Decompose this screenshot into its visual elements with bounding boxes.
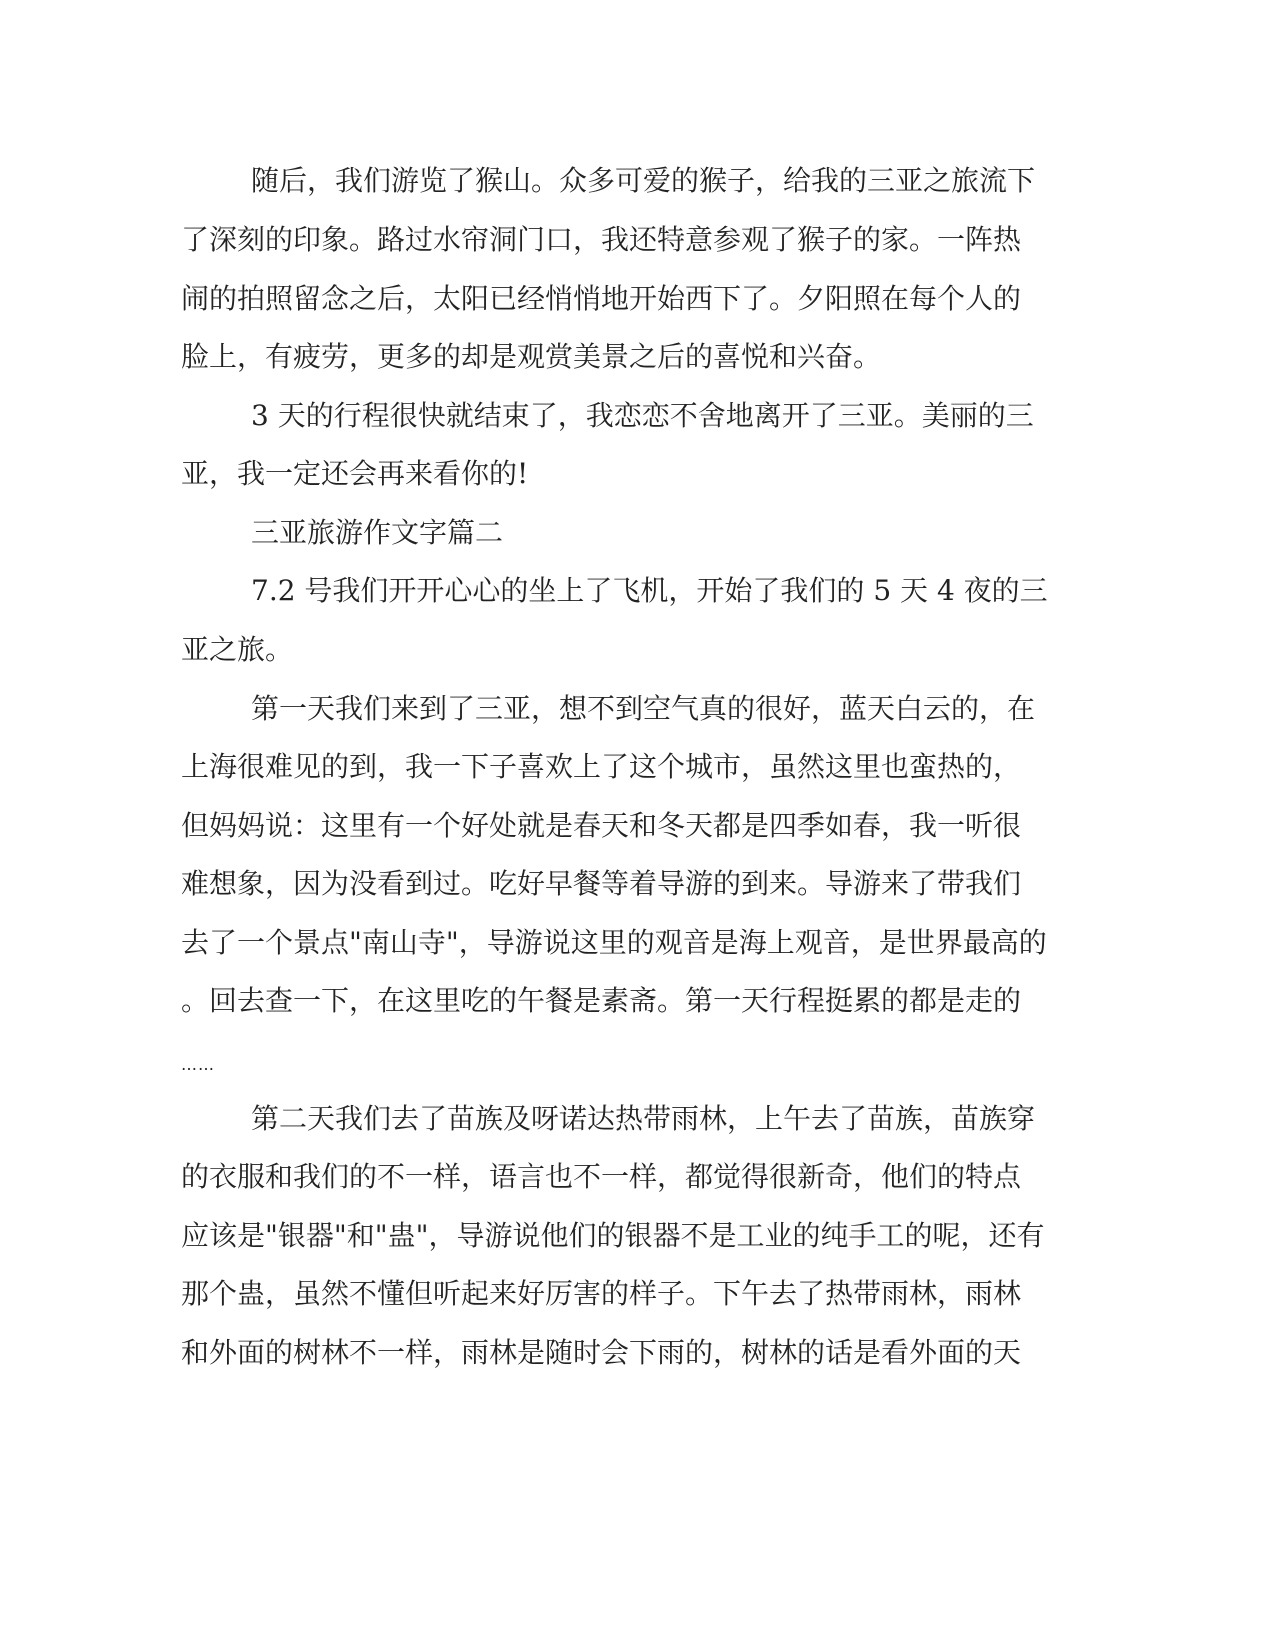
line-14: 去了一个景点"南山寺"，导游说这里的观音是海上观音，是世界最高的 [181, 926, 1047, 959]
section-heading: 三亚旅游作文字篇二 [251, 516, 504, 549]
line-12: 但妈妈说：这里有一个好处就是春天和冬天都是四季如春，我一听很 [181, 809, 1022, 842]
line-16-ellipsis: …… [181, 1055, 215, 1074]
line-3: 闹的拍照留念之后，太阳已经悄悄地开始西下了。夕阳照在每个人的 [181, 282, 1022, 315]
line-2: 了深刻的印象。路过水帘洞门口，我还特意参观了猴子的家。一阵热 [181, 223, 1022, 256]
line-6: 亚，我一定还会再来看你的! [181, 457, 529, 490]
line-20: 那个蛊，虽然不懂但听起来好厉害的样子。下午去了热带雨林，雨林 [181, 1277, 1022, 1310]
line-19: 应该是"银器"和"蛊"，导游说他们的银器不是工业的纯手工的呢，还有 [181, 1219, 1045, 1252]
line-4: 脸上，有疲劳，更多的却是观赏美景之后的喜悦和兴奋。 [181, 340, 882, 373]
line-18: 的衣服和我们的不一样，语言也不一样，都觉得很新奇，他们的特点 [181, 1160, 1022, 1193]
line-15: 。回去查一下，在这里吃的午餐是素斋。第一天行程挺累的都是走的 [181, 984, 1022, 1017]
line-13: 难想象，因为没看到过。吃好早餐等着导游的到来。导游来了带我们 [181, 867, 1022, 900]
line-17: 第二天我们去了苗族及呀诺达热带雨林，上午去了苗族，苗族穿 [251, 1102, 1036, 1135]
line-10: 第一天我们来到了三亚，想不到空气真的很好，蓝天白云的，在 [251, 692, 1036, 725]
line-5: 3 天的行程很快就结束了，我恋恋不舍地离开了三亚。美丽的三 [251, 399, 1034, 432]
line-8: 7.2 号我们开开心心的坐上了飞机，开始了我们的 5 天 4 夜的三 [251, 574, 1048, 607]
line-1: 随后，我们游览了猴山。众多可爱的猴子，给我的三亚之旅流下 [251, 164, 1036, 197]
line-11: 上海很难见的到，我一下子喜欢上了这个城市，虽然这里也蛮热的， [181, 750, 1022, 783]
line-21: 和外面的树林不一样，雨林是随时会下雨的，树林的话是看外面的天 [181, 1336, 1022, 1369]
line-9: 亚之旅。 [181, 633, 294, 666]
